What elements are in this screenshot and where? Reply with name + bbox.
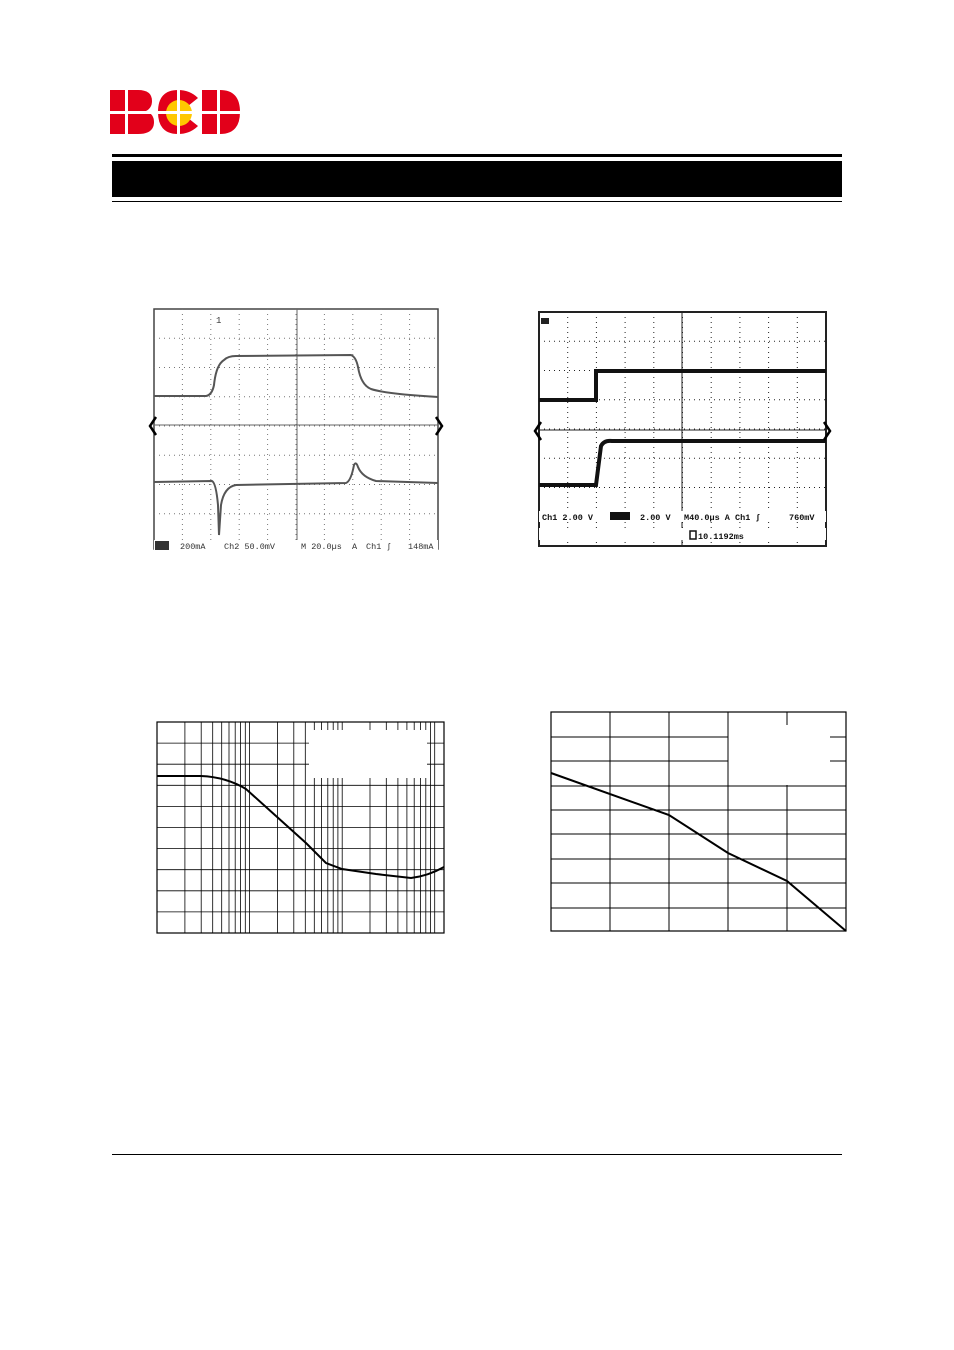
scope-right-timebase: M40.0µs A Ch1 ʃ <box>684 513 761 523</box>
scope-left-ch1-marker: 1 <box>216 316 222 326</box>
scope-right-screen <box>532 308 834 553</box>
scope-capture-load-transient <box>146 305 446 555</box>
scope-right-ch2: 2.00 V <box>640 513 671 523</box>
scope-left-trigger-mode: A <box>352 542 358 552</box>
header-black-band <box>112 161 842 197</box>
bcd-logo-graphic <box>108 88 242 136</box>
scope-left-trigger-level: 148mA <box>408 542 434 552</box>
company-logo <box>108 88 242 136</box>
scope-right-trigger-level: 760mV <box>789 513 815 523</box>
scope-right-ch1: Ch1 2.00 V <box>542 513 594 523</box>
scope-left-timebase: M 20.0µs <box>301 542 342 552</box>
header-thin-rule <box>112 154 842 157</box>
chart-left-svg <box>156 721 446 936</box>
scope-left-screen <box>146 305 446 555</box>
scope-left-trigger: Ch1 ʃ <box>366 542 392 552</box>
chart-right-linear-graph <box>550 711 848 933</box>
chart-left-log-graph <box>156 721 446 936</box>
chart-right-svg <box>550 711 848 933</box>
scope-capture-startup <box>532 308 834 553</box>
scope-left-ch1-scale: 200mA <box>180 542 206 552</box>
scope-left-ch2-scale: Ch2 50.0mV <box>224 542 276 552</box>
chart-left-legend-box <box>309 730 427 778</box>
header-bottom-rule <box>112 201 842 202</box>
chart-right-legend-box <box>730 725 830 775</box>
scope-right-delta-time: 10.1192ms <box>698 532 744 542</box>
footer-rule <box>112 1154 842 1155</box>
